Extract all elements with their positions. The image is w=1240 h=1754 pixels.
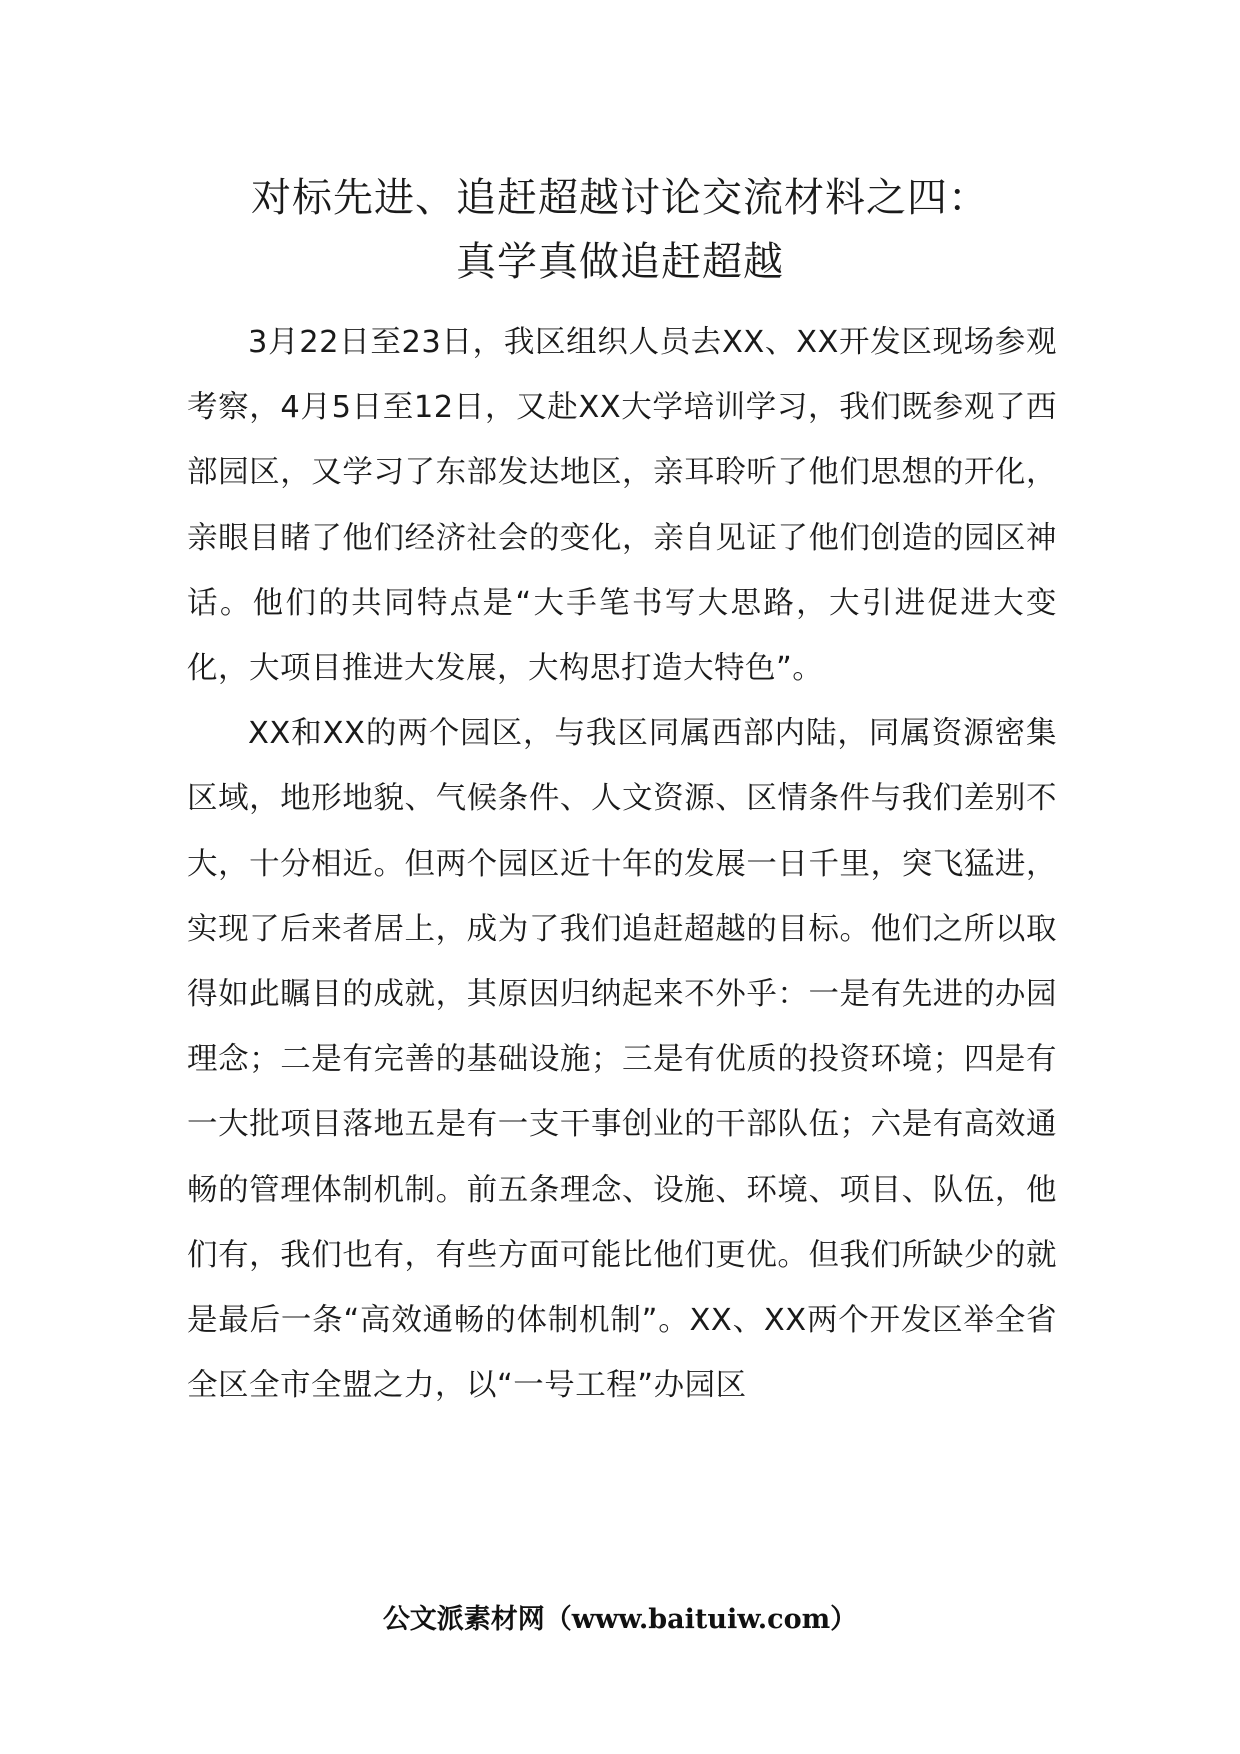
document-title xyxy=(150,166,1090,294)
title-line-1: 对标先进、追赶超越讨论交流材料之四： xyxy=(251,175,989,221)
source-footer: 公文派素材网（www.baituiw.com） xyxy=(382,1604,858,1635)
paragraph-2: XX和XX的两个园区，与我区同属西部内陆，同属资源密集区域，地形地貌、气候条件、人文资源、区情条件与我们差别不大，十分相近。但两个园区近十年的发展一日千里，突飞猛进，实现了后来者居上，成为了我们追赶超越的目标。他们之所以取得如此瞩目的成就，其原因归纳起来不外乎：一是有先进的办园理念；二是有完善的基础设施；三是有优质的投资环境；四是有一大批项目落地五是有一支干事创业的干部队伍；六是有高效通畅的管理体制机制。前五条理念、设施、环境、项目、队伍，他们有，我们也有，有些方面可能比他们更优。但我们所缺少的就是最后一条“高效通畅的体制机制”。XX、XX两个开发区举全省全区全市全盟之力，以“一号工程”办园区 xyxy=(187,716,1057,1404)
title-line-2: 真学真做追赶超越 xyxy=(456,239,784,285)
document-body xyxy=(187,310,1057,1418)
paragraph-1: 3月22日至23日，我区组织人员去XX、XX开发区现场参观考察，4月5日至12日，又赴XX大学培训学习，我们既参观了西部园区，又学习了东部发达地区，亲耳聆听了他们思想的开化，亲眼目睹了他们经济社会的变化，亲自见证了他们创造的园区神话。他们的共同特点是“大手笔书写大思路，大引进促进大变化，大项目推进大发展，大构思打造大特色”。 xyxy=(187,325,1057,687)
